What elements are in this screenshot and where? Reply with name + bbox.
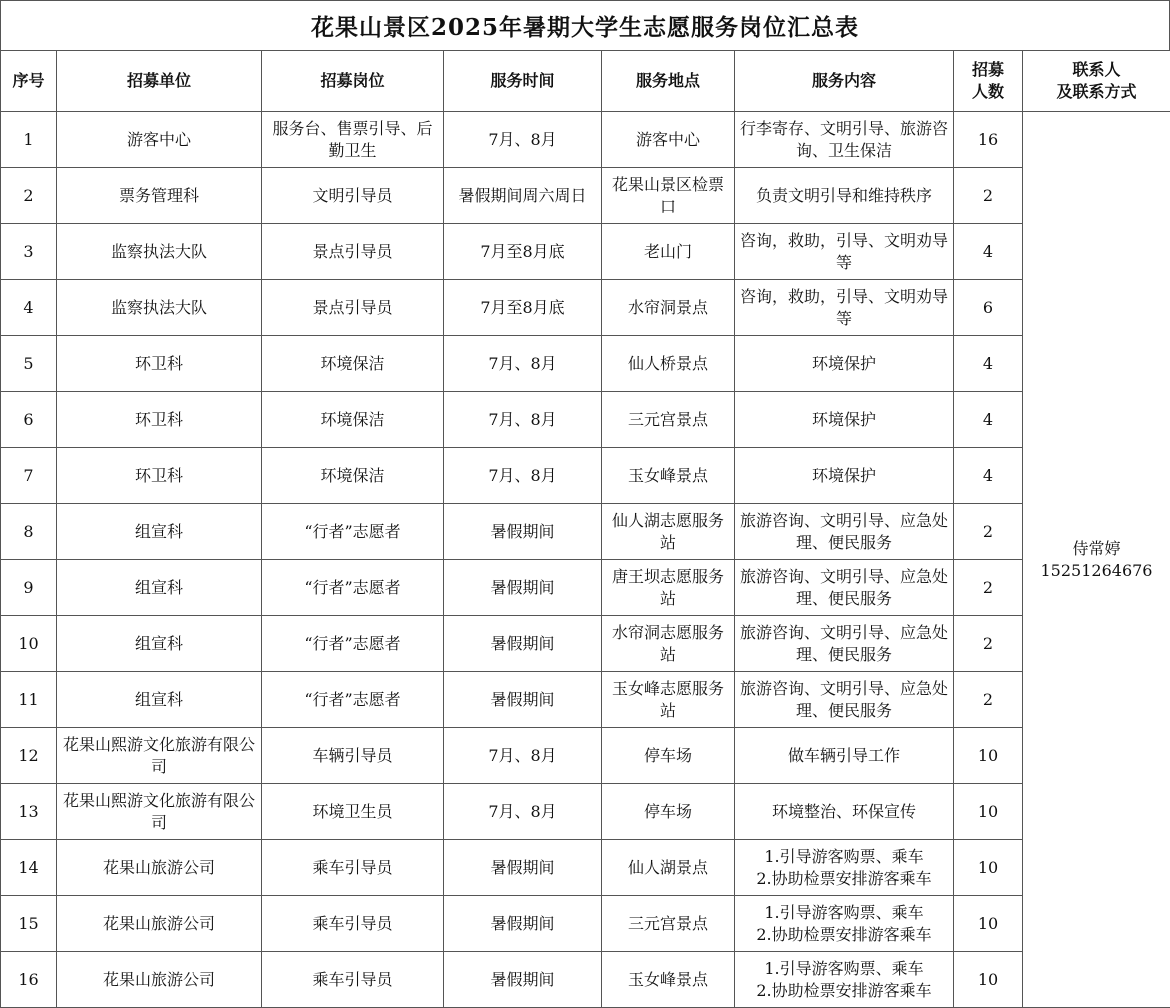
cell-count: 16 [954,112,1023,168]
cell-time: 暑假期间 [444,952,602,1008]
content-line1: 1.引导游客购票、乘车 [739,958,949,980]
cell-count: 4 [954,224,1023,280]
cell-time: 暑假期间 [444,616,602,672]
cell-time: 7月至8月底 [444,280,602,336]
header-seq: 序号 [1,51,57,112]
header-place: 服务地点 [602,51,735,112]
cell-count: 10 [954,728,1023,784]
cell-seq: 16 [1,952,57,1008]
cell-seq: 9 [1,560,57,616]
cell-count: 4 [954,336,1023,392]
table-header-row [1,51,1170,112]
cell-count: 2 [954,504,1023,560]
table-row [1,896,1170,952]
cell-unit: 环卫科 [57,392,262,448]
cell-content: 环境保护 [735,448,954,504]
cell-position: 乘车引导员 [262,896,444,952]
cell-place: 仙人湖志愿服务站 [602,504,735,560]
cell-unit: 花果山熙游文化旅游有限公司 [57,728,262,784]
cell-seq: 3 [1,224,57,280]
header-position: 招募岗位 [262,51,444,112]
cell-time: 暑假期间周六周日 [444,168,602,224]
cell-content: 行李寄存、文明引导、旅游咨询、卫生保洁 [735,112,954,168]
table-row [1,728,1170,784]
cell-count: 2 [954,560,1023,616]
table-row [1,336,1170,392]
cell-time: 7月、8月 [444,112,602,168]
table-row [1,112,1170,168]
page-title: 花果山景区2025年暑期大学生志愿服务岗位汇总表 [0,0,1170,50]
cell-content: 环境整治、环保宣传 [735,784,954,840]
cell-position: 环境保洁 [262,448,444,504]
cell-content: 环境保护 [735,392,954,448]
cell-content: 旅游咨询、文明引导、应急处理、便民服务 [735,672,954,728]
cell-position: 车辆引导员 [262,728,444,784]
cell-place: 水帘洞志愿服务站 [602,616,735,672]
table-row [1,840,1170,896]
cell-position: 服务台、售票引导、后勤卫生 [262,112,444,168]
cell-unit: 游客中心 [57,112,262,168]
cell-position: 环境保洁 [262,392,444,448]
cell-position: 乘车引导员 [262,840,444,896]
table-row [1,784,1170,840]
cell-count: 2 [954,616,1023,672]
cell-position: “行者”志愿者 [262,560,444,616]
cell-time: 7月、8月 [444,784,602,840]
table-row [1,224,1170,280]
cell-time: 暑假期间 [444,896,602,952]
cell-position: 环境卫生员 [262,784,444,840]
cell-content: 咨询，救助，引导、文明劝导等 [735,224,954,280]
cell-seq: 1 [1,112,57,168]
cell-count: 2 [954,672,1023,728]
cell-place: 仙人桥景点 [602,336,735,392]
table-row [1,672,1170,728]
contact-phone: 15251264676 [1027,560,1166,582]
cell-place: 玉女峰景点 [602,448,735,504]
cell-place: 三元宫景点 [602,896,735,952]
cell-count: 4 [954,448,1023,504]
table-row [1,280,1170,336]
header-count-line2: 人数 [958,81,1018,103]
cell-seq: 13 [1,784,57,840]
cell-position: 文明引导员 [262,168,444,224]
cell-time: 7月、8月 [444,448,602,504]
cell-time: 暑假期间 [444,840,602,896]
header-contact-line2: 及联系方式 [1027,81,1166,103]
cell-count: 10 [954,896,1023,952]
cell-count: 2 [954,168,1023,224]
cell-position: “行者”志愿者 [262,504,444,560]
cell-content: 旅游咨询、文明引导、应急处理、便民服务 [735,616,954,672]
cell-position: 乘车引导员 [262,952,444,1008]
content-line2: 2.协助检票安排游客乘车 [739,924,949,946]
cell-contact [1023,112,1170,1008]
cell-unit: 花果山旅游公司 [57,896,262,952]
header-count-line1: 招募 [958,59,1018,81]
cell-place: 三元宫景点 [602,392,735,448]
cell-unit: 组宣科 [57,672,262,728]
cell-count: 10 [954,840,1023,896]
cell-content: 负责文明引导和维持秩序 [735,168,954,224]
cell-time: 7月、8月 [444,392,602,448]
content-line2: 2.协助检票安排游客乘车 [739,868,949,890]
cell-position: 景点引导员 [262,224,444,280]
table-row [1,168,1170,224]
cell-content: 环境保护 [735,336,954,392]
cell-seq: 15 [1,896,57,952]
cell-seq: 6 [1,392,57,448]
cell-place: 停车场 [602,784,735,840]
cell-unit: 花果山熙游文化旅游有限公司 [57,784,262,840]
cell-unit: 票务管理科 [57,168,262,224]
cell-seq: 7 [1,448,57,504]
contact-name: 侍常婷 [1027,538,1166,560]
table-row [1,448,1170,504]
cell-seq: 12 [1,728,57,784]
table-row [1,392,1170,448]
header-contact-line1: 联系人 [1027,59,1166,81]
cell-unit: 环卫科 [57,448,262,504]
cell-place: 游客中心 [602,112,735,168]
cell-seq: 10 [1,616,57,672]
cell-content [735,840,954,896]
cell-unit: 组宣科 [57,560,262,616]
cell-place: 唐王坝志愿服务站 [602,560,735,616]
cell-time: 7月至8月底 [444,224,602,280]
cell-unit: 组宣科 [57,616,262,672]
cell-count: 10 [954,784,1023,840]
cell-seq: 4 [1,280,57,336]
cell-place: 玉女峰景点 [602,952,735,1008]
cell-time: 暑假期间 [444,504,602,560]
cell-content: 做车辆引导工作 [735,728,954,784]
cell-seq: 14 [1,840,57,896]
header-unit: 招募单位 [57,51,262,112]
cell-place: 水帘洞景点 [602,280,735,336]
cell-unit: 监察执法大队 [57,224,262,280]
cell-time: 7月、8月 [444,336,602,392]
header-contact [1023,51,1170,112]
content-line1: 1.引导游客购票、乘车 [739,846,949,868]
cell-content: 咨询，救助，引导、文明劝导等 [735,280,954,336]
header-time: 服务时间 [444,51,602,112]
table-row [1,952,1170,1008]
table-row [1,616,1170,672]
content-line1: 1.引导游客购票、乘车 [739,902,949,924]
cell-seq: 11 [1,672,57,728]
cell-place: 老山门 [602,224,735,280]
cell-place: 停车场 [602,728,735,784]
volunteer-positions-table [0,50,1170,1008]
header-content: 服务内容 [735,51,954,112]
cell-unit: 环卫科 [57,336,262,392]
content-line2: 2.协助检票安排游客乘车 [739,980,949,1002]
cell-seq: 2 [1,168,57,224]
cell-time: 7月、8月 [444,728,602,784]
cell-count: 6 [954,280,1023,336]
table-row [1,560,1170,616]
cell-time: 暑假期间 [444,560,602,616]
cell-unit: 花果山旅游公司 [57,840,262,896]
cell-position: “行者”志愿者 [262,616,444,672]
cell-count: 10 [954,952,1023,1008]
header-count [954,51,1023,112]
cell-seq: 5 [1,336,57,392]
cell-unit: 组宣科 [57,504,262,560]
cell-place: 花果山景区检票口 [602,168,735,224]
cell-position: 景点引导员 [262,280,444,336]
cell-content [735,952,954,1008]
cell-content: 旅游咨询、文明引导、应急处理、便民服务 [735,504,954,560]
cell-unit: 花果山旅游公司 [57,952,262,1008]
cell-position: 环境保洁 [262,336,444,392]
cell-position: “行者”志愿者 [262,672,444,728]
cell-content [735,896,954,952]
cell-place: 仙人湖景点 [602,840,735,896]
cell-place: 玉女峰志愿服务站 [602,672,735,728]
cell-time: 暑假期间 [444,672,602,728]
table-row [1,504,1170,560]
cell-seq: 8 [1,504,57,560]
cell-content: 旅游咨询、文明引导、应急处理、便民服务 [735,560,954,616]
cell-count: 4 [954,392,1023,448]
cell-unit: 监察执法大队 [57,280,262,336]
